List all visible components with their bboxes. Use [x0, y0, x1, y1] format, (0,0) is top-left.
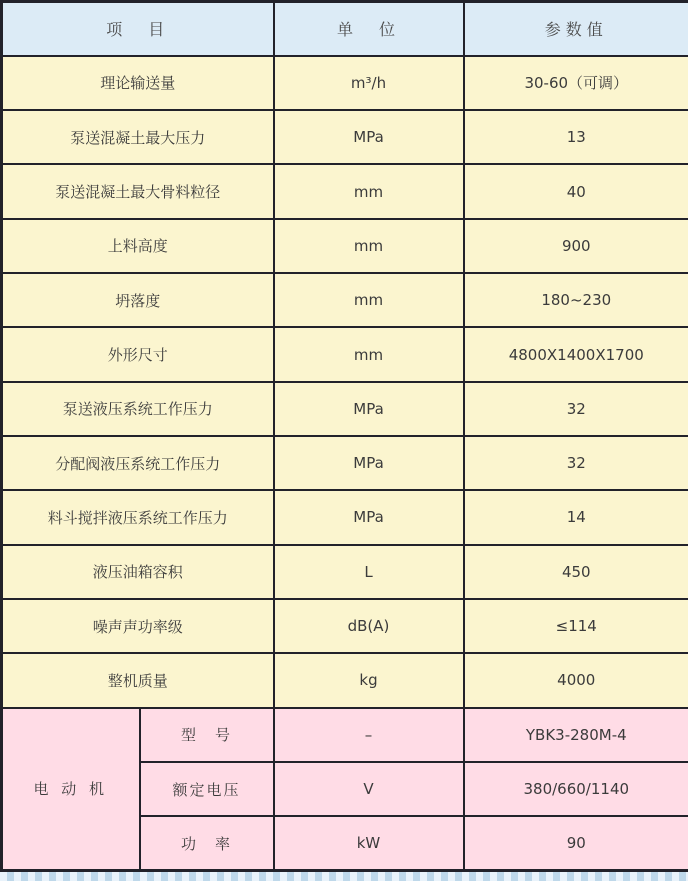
row-value: ≤114 [464, 599, 688, 653]
row-unit: m³/h [274, 56, 464, 110]
row-value: 13 [464, 110, 688, 164]
motor-row-unit: kW [274, 816, 464, 870]
row-unit: MPa [274, 436, 464, 490]
motor-row-value: 90 [464, 816, 688, 870]
row-unit: mm [274, 273, 464, 327]
row-label: 坍落度 [2, 273, 274, 327]
row-label: 泵送混凝土最大骨料粒径 [2, 164, 274, 218]
table-row [2, 273, 688, 327]
header-item: 项 目 [2, 2, 274, 56]
table-row [2, 110, 688, 164]
row-label: 理论输送量 [2, 56, 274, 110]
row-value: 180~230 [464, 273, 688, 327]
motor-row-label: 功 率 [140, 816, 274, 870]
row-value: 900 [464, 219, 688, 273]
row-label: 整机质量 [2, 653, 274, 707]
row-value: 450 [464, 545, 688, 599]
motor-row [2, 708, 688, 762]
row-value: 4000 [464, 653, 688, 707]
row-unit: MPa [274, 382, 464, 436]
header-unit: 单 位 [274, 2, 464, 56]
header-value: 参数值 [464, 2, 688, 56]
page-background-strip [0, 872, 688, 881]
row-unit: kg [274, 653, 464, 707]
row-label: 外形尺寸 [2, 327, 274, 381]
table-row [2, 545, 688, 599]
table-row [2, 56, 688, 110]
motor-row-unit: – [274, 708, 464, 762]
table-row [2, 599, 688, 653]
row-unit: mm [274, 164, 464, 218]
row-value: 40 [464, 164, 688, 218]
row-value: 32 [464, 382, 688, 436]
motor-group-label: 电 动 机 [2, 708, 140, 871]
table-header-row [2, 2, 688, 56]
row-label: 泵送液压系统工作压力 [2, 382, 274, 436]
motor-row-label: 型 号 [140, 708, 274, 762]
row-label: 分配阀液压系统工作压力 [2, 436, 274, 490]
motor-row-unit: V [274, 762, 464, 816]
row-unit: mm [274, 327, 464, 381]
motor-row-value: 380/660/1140 [464, 762, 688, 816]
table-row [2, 436, 688, 490]
row-value: 30-60（可调） [464, 56, 688, 110]
row-label: 噪声声功率级 [2, 599, 274, 653]
row-unit: L [274, 545, 464, 599]
row-value: 32 [464, 436, 688, 490]
row-label: 泵送混凝土最大压力 [2, 110, 274, 164]
row-unit: MPa [274, 110, 464, 164]
table-row [2, 219, 688, 273]
row-unit: mm [274, 219, 464, 273]
table-row [2, 382, 688, 436]
row-label: 液压油箱容积 [2, 545, 274, 599]
row-value: 14 [464, 490, 688, 544]
row-label: 料斗搅拌液压系统工作压力 [2, 490, 274, 544]
motor-row-value: YBK3-280M-4 [464, 708, 688, 762]
table-row [2, 490, 688, 544]
row-value: 4800X1400X1700 [464, 327, 688, 381]
motor-row-label: 额定电压 [140, 762, 274, 816]
table-row [2, 653, 688, 707]
table-row [2, 164, 688, 218]
table-row [2, 327, 688, 381]
row-unit: dB(A) [274, 599, 464, 653]
row-label: 上料高度 [2, 219, 274, 273]
row-unit: MPa [274, 490, 464, 544]
